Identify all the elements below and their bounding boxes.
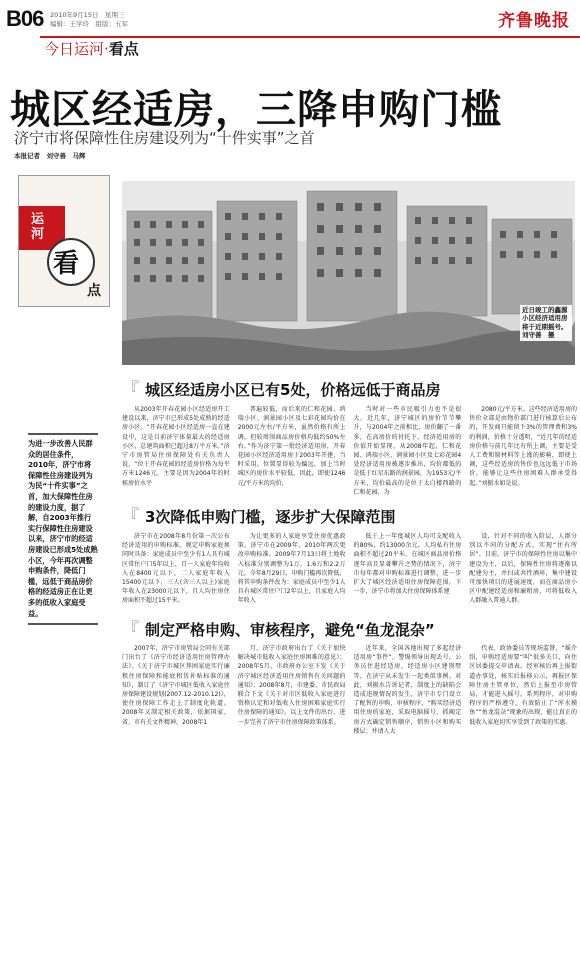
section-2-col-1 bbox=[122, 532, 230, 612]
section-2-title bbox=[122, 502, 396, 527]
logo-kan-text: 看 bbox=[53, 249, 80, 279]
section-3-col-2 bbox=[238, 644, 346, 734]
section-label bbox=[44, 38, 139, 59]
paragraph: 为让更多的人家庭享受住房优惠政策，济宁市在2009年，2010年两次更改申购标准。2009年7月13日将土地收入标准分别调整为1万，1.6万和2.2万元。今年8月29日，申购门槛再次降低，将其申购条件改为：家庭成员中至少1人具有城区常住户口2年以上，且家庭人均年收入 bbox=[237, 533, 346, 605]
apartment-buildings-illustration bbox=[122, 181, 575, 365]
section-name: 看点 bbox=[108, 40, 139, 58]
section-3-col-4 bbox=[469, 644, 577, 734]
section-2-body bbox=[122, 532, 577, 612]
paragraph: 设，针对不同的收入阶层，人群分别以不同的分配方式，实现“住有所居”。目前，济宁市的保障性住房以集中建设为主，以后，保障性住房将逐渐以配建为主，并扫或共性酒环，集中建设可加快项目的进展速度，而在商品房小区中配建经适房和廉租房，可将低收入人群融入普通人群。 bbox=[469, 533, 577, 605]
section-1-col-3 bbox=[354, 405, 462, 497]
issue-date: 2010年9月15日 星期三 bbox=[50, 11, 125, 19]
section-1-title bbox=[122, 375, 441, 400]
section-2-title-text: 3次降低申购门槛，逐步扩大保障范围 bbox=[145, 508, 396, 526]
paragraph: 代表、政协委员等现场监督，“摇介绍，申购经适房要“叫”很多关口，向住区居委提交申请表，经审核后再上报街道办事处，核实后报移公示，再报区保障住房主管单位，然后上报至市房管局，才能进入摇号，系列程序，对申购程序的严格遵守，有效防止了“浑水摸鱼”“鱼龙混杂”现象的出现，能让真正的低收入家庭切实享受到了政策的实惠。 bbox=[469, 645, 577, 726]
page-number: B06 bbox=[6, 6, 44, 31]
masthead bbox=[0, 0, 580, 36]
headline: 城区经适房，三降申购门槛 bbox=[10, 87, 502, 133]
section-3-body bbox=[122, 644, 577, 734]
section-3-col-1 bbox=[122, 644, 230, 734]
bracket-icon: 『 bbox=[122, 507, 139, 527]
subheadline: 济宁市将保障性住房建设列为“十件实事”之首 bbox=[14, 129, 315, 147]
paragraph: 普遍较低，而后来的仁和花园、鸿瑞小区、润景园小区及七彩花园均价在2000元左右/平方米，虽然价格有所上调，但较周围商品房价格均低约50%左右。”作为济宁第一批经济适用房，开春花园小区经济适用房于2003年开建，当时采用，位置显得较为偏远，加上当时城区的房价水平较低，因此，即使1246元/平方米的均价， bbox=[237, 406, 346, 487]
lead-sidebar: 为进一步改善人民群众的居住条件，2010年，济宁市将保障性住房建设列为为民“十件实事”之首，加大保障性住房的建设力度，据了解，自2003年推行实行保障性住房建设以来，济宁市的经适房建设已形成5处成熟小区，今年再次调整申购条件，降低门槛，远低于商品房价格的经适房正在让更多的低收入家庭受益。 bbox=[28, 433, 98, 625]
paragraph: 2007年，济宁市房管局会同有关部门出台了《济宁市经济适用住房管理办法》、《关于济宁市城区拜困家庭实行廉租住房保障和能底租赁补贴标准的通知》，制订了《济宁市城区低收入家庭住房保障建设规划(2007.12-2010.12)》，使住房保障工作走上了制度化轨道。2008年又制定相关政策，依据国家、省、市有关文件精神，2008年1 bbox=[122, 645, 230, 726]
section-1-title-text: 城区经适房小区已有5处，价格远低于商品房 bbox=[145, 381, 441, 399]
section-3-col-3 bbox=[354, 644, 462, 734]
paragraph: 近年来，全国各地出现了多起经济适用房“事件”，警惕领导出现丢号，公务员住进经适房，经适房小区建别墅等，在济宁从未发生一起类似事例。对此，刘振水告诉记者，制度上的缺陷会造成违规情况的发生，济宁市专门设立了配售的申购、审核程序，“购买经济适用住房的家庭，采取电脑摇号、抓阄定房方式确定销售顺序，销售小区和购买楼层；并请人大 bbox=[353, 645, 462, 734]
paragraph: 2080元/平方米。这些经济适用房的售价全部是由物价部门进行核算后公布的，开发商只能留下3%的管理费和3%的利润，价格十分透明，“近几年的经适房价格与前几年比有所上调，主要是受人工费和原材料等上涨的影响，即使上调，这些经适房的售价也远远低于市场价，能够让这些住房困难人群承受得起。”刘振水如是说。 bbox=[469, 406, 577, 487]
section-prefix: 今日运河· bbox=[44, 40, 109, 58]
logo-dian-text: 点 bbox=[87, 283, 101, 299]
news-photo bbox=[122, 181, 575, 365]
bracket-icon: 『 bbox=[122, 620, 139, 640]
section-3-title bbox=[122, 615, 435, 640]
column-logo bbox=[18, 175, 110, 307]
editor-credit: 编辑：王学玲 组版：五军 bbox=[50, 20, 128, 28]
section-2-col-2 bbox=[238, 532, 346, 612]
paragraph: 当时对一些市民吸引力也不是很大。近几年，济宁城区的房价节节攀升，与2004年之前相比，房价翻了一番多，在高房价的衬托下，经济适用房的价值开始显现，从2008年起，仁和花园、鸿瑞小区、润景园小区及七彩花园4处经济适用房被逐步推出，均价都低的是低于红星东路的润景园，为1953元/平方米，均价最高的是位于太白楼西路的仁和花园，为 bbox=[353, 406, 462, 496]
bracket-icon: 『 bbox=[122, 380, 139, 400]
section-1-body bbox=[122, 405, 577, 497]
paragraph: 月，济宁市政府出台了《关于加快解决城市低收入家庭住房困难的意见》；2008年5月，市政府办公室下发《关于济宁城区经济适用住房销售有关问题的通知》；2008年8月，市建委、市民政局联合下文《关于对市区低收入家庭进行资格认定和对低收入住房困难家庭实行住房保障的通知》。以上文件的出台，进一步完善了济宁市住房保障政策体系。 bbox=[237, 645, 346, 726]
photo-caption: 近日竣工的鑫源小区经济适用房将于近期摇号。 刘守善 摄 bbox=[522, 306, 571, 340]
newspaper-brand: 齐鲁晚报 bbox=[498, 11, 570, 31]
byline: 本报记者 刘守善 马辉 bbox=[14, 152, 86, 160]
paragraph: 从2003年开春花园小区经适房开工建设以来，济宁市已形成5处成熟的经适房小区。“开春花园小区经适房一直在建设中，这是目前济宁体量最大的经适房小区，总建筑面积已超过8万平方米。”济宁市房管局住房保障处有关负责人说，“位于开春花园的经适房价格为每平方米1246元，主要是因为2004年的时候房价水平 bbox=[122, 406, 230, 487]
paragraph: 低于上一年度城区人均可支配收入的80%，约13000余元，人均私有住房面积不超过20平米。在城区商品房价格逐年高且显著攀升之势的情况下，济宁市每年都对申购标准进行调整，进一步扩大了城区经济适用住房保障范围，下一步，济宁市将加大住房保障体系建 bbox=[353, 533, 462, 596]
section-3-title-text: 制定严格申购、审核程序，避免“鱼龙混杂” bbox=[145, 621, 435, 639]
paragraph: 济宁市在2008年8月份第一次公布经济适用的申购标准，规定申购家庭须同时具备：家庭成员中至少有1人具有城区常住户口5年以上，且一人家庭年均收入在8400元以下，二人家庭年收入15400元以下，三人(含三人以上)家庭年收入在23000元以下，且人均住房住房面积不超过15平米。 bbox=[122, 533, 230, 605]
section-1-col-2 bbox=[238, 405, 346, 497]
section-1-col-1 bbox=[122, 405, 230, 497]
section-2-col-4 bbox=[469, 532, 577, 612]
logo-yunhe-text: 运河 bbox=[31, 212, 45, 242]
section-1-col-4 bbox=[469, 405, 577, 497]
section-2-col-3 bbox=[354, 532, 462, 612]
